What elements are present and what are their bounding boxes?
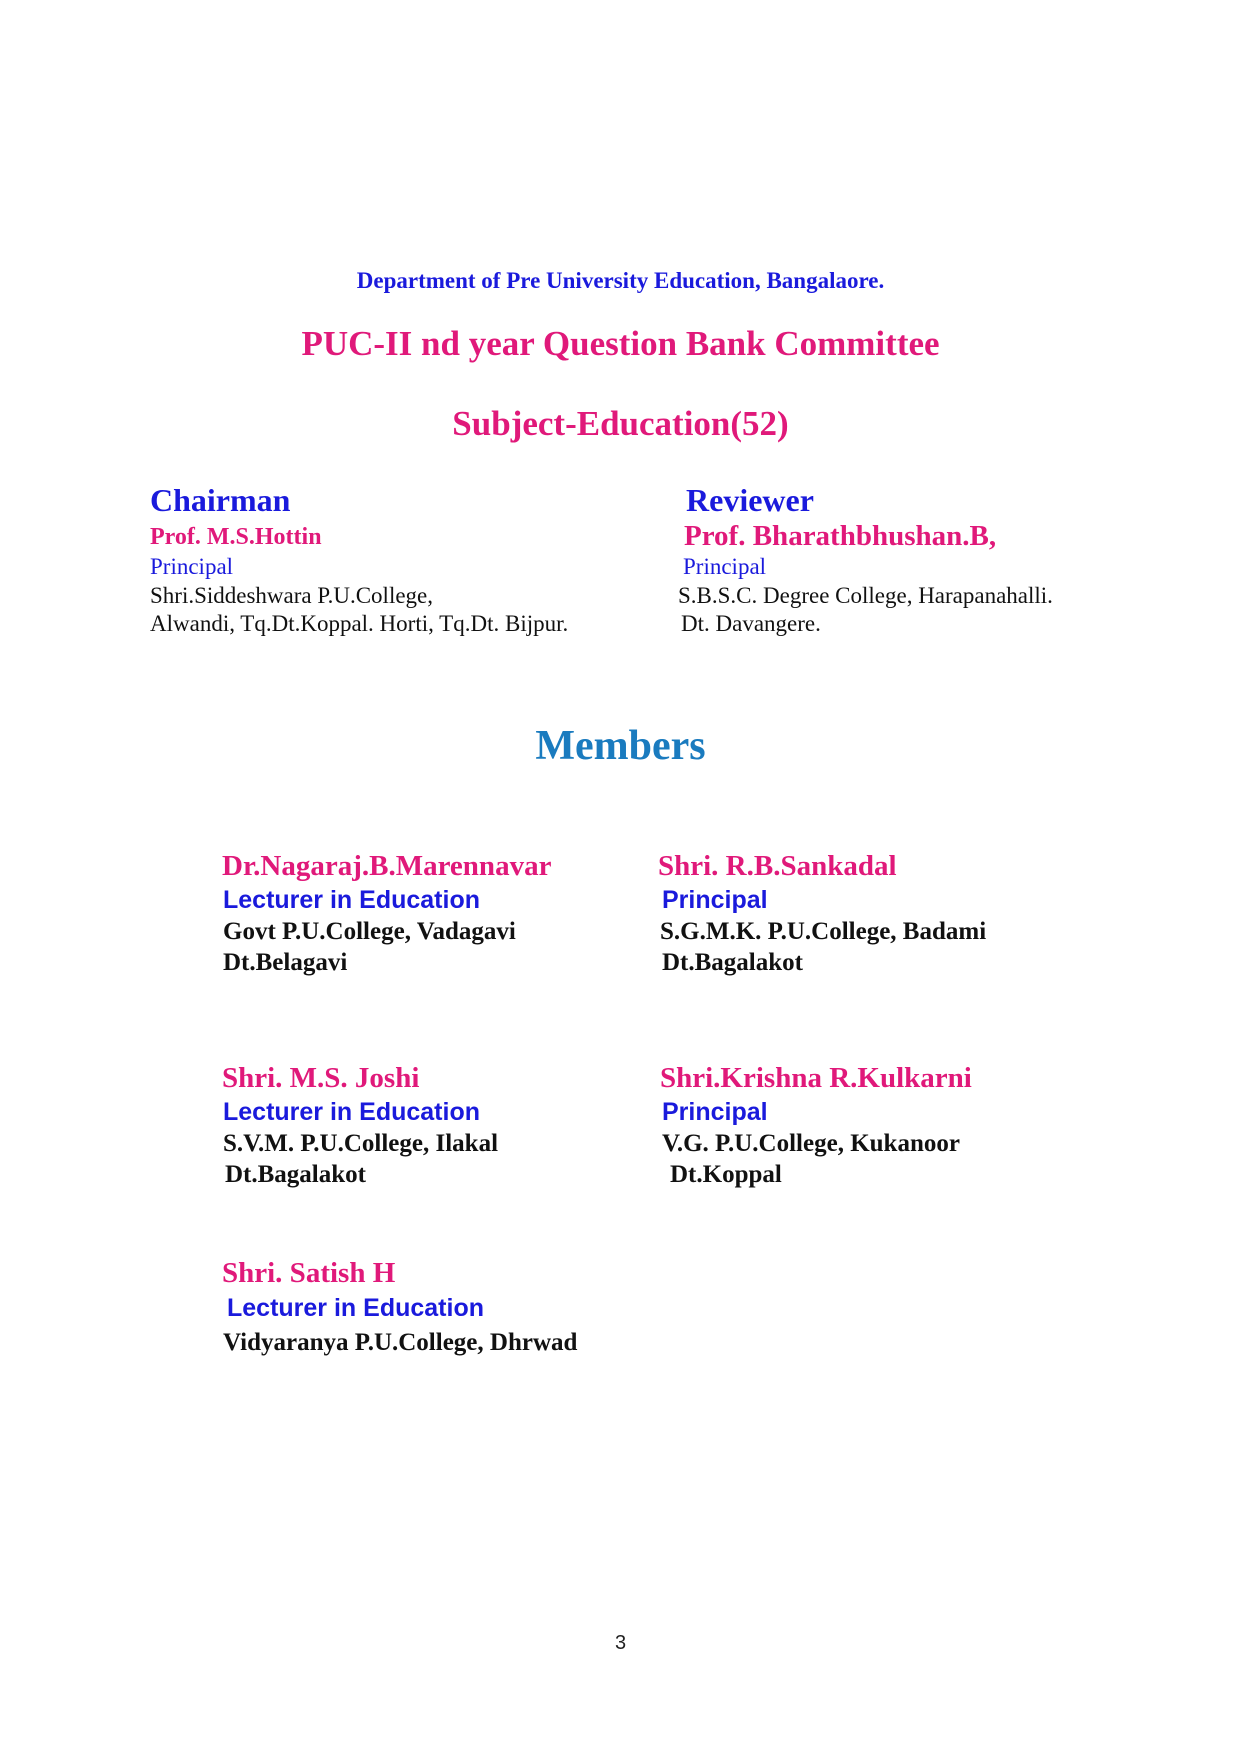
subject-title: Subject-Education(52)	[452, 404, 789, 443]
member-district: Dt.Belagavi	[223, 949, 348, 976]
member-role: Principal	[662, 886, 768, 914]
member-name: Shri.Krishna R.Kulkarni	[660, 1062, 972, 1094]
member-role: Principal	[662, 1098, 768, 1126]
committee-title: PUC-II nd year Question Bank Committee	[301, 324, 940, 363]
member-district: Dt.Bagalakot	[662, 949, 803, 976]
reviewer-name: Prof. Bharathbhushan.B,	[684, 520, 997, 552]
member-role: Lecturer in Education	[227, 1294, 484, 1322]
chairman-role: Principal	[150, 554, 234, 579]
chairman-address-line2: Alwandi, Tq.Dt.Koppal. Horti, Tq.Dt. Bijpur.	[150, 611, 569, 636]
reviewer-heading: Reviewer	[686, 482, 814, 518]
members-heading: Members	[535, 723, 706, 769]
chairman-address-line1: Shri.Siddeshwara P.U.College,	[150, 583, 434, 608]
member-role: Lecturer in Education	[223, 1098, 480, 1126]
chairman-heading: Chairman	[150, 482, 291, 518]
member-college: Vidyaranya P.U.College, Dhrwad	[223, 1329, 578, 1356]
member-name: Dr.Nagaraj.B.Marennavar	[222, 850, 552, 882]
member-name: Shri. M.S. Joshi	[222, 1062, 420, 1094]
member-role: Lecturer in Education	[223, 886, 480, 914]
reviewer-address-line2: Dt. Davangere.	[681, 611, 821, 636]
member-district: Dt.Bagalakot	[225, 1161, 366, 1188]
reviewer-role: Principal	[683, 554, 767, 579]
member-district: Dt.Koppal	[670, 1161, 782, 1188]
department-title: Department of Pre University Education, Bangalaore.	[356, 268, 885, 293]
page-number: 3	[614, 1632, 627, 1654]
member-college: Govt P.U.College, Vadagavi	[223, 918, 516, 945]
member-college: S.G.M.K. P.U.College, Badami	[660, 918, 987, 945]
reviewer-address-line1: S.B.S.C. Degree College, Harapanahalli.	[678, 583, 1053, 608]
member-college: S.V.M. P.U.College, Ilakal	[223, 1130, 499, 1157]
member-college: V.G. P.U.College, Kukanoor	[662, 1130, 960, 1157]
member-name: Shri. R.B.Sankadal	[658, 850, 897, 882]
member-name: Shri. Satish H	[222, 1257, 396, 1289]
chairman-name: Prof. M.S.Hottin	[150, 524, 322, 550]
